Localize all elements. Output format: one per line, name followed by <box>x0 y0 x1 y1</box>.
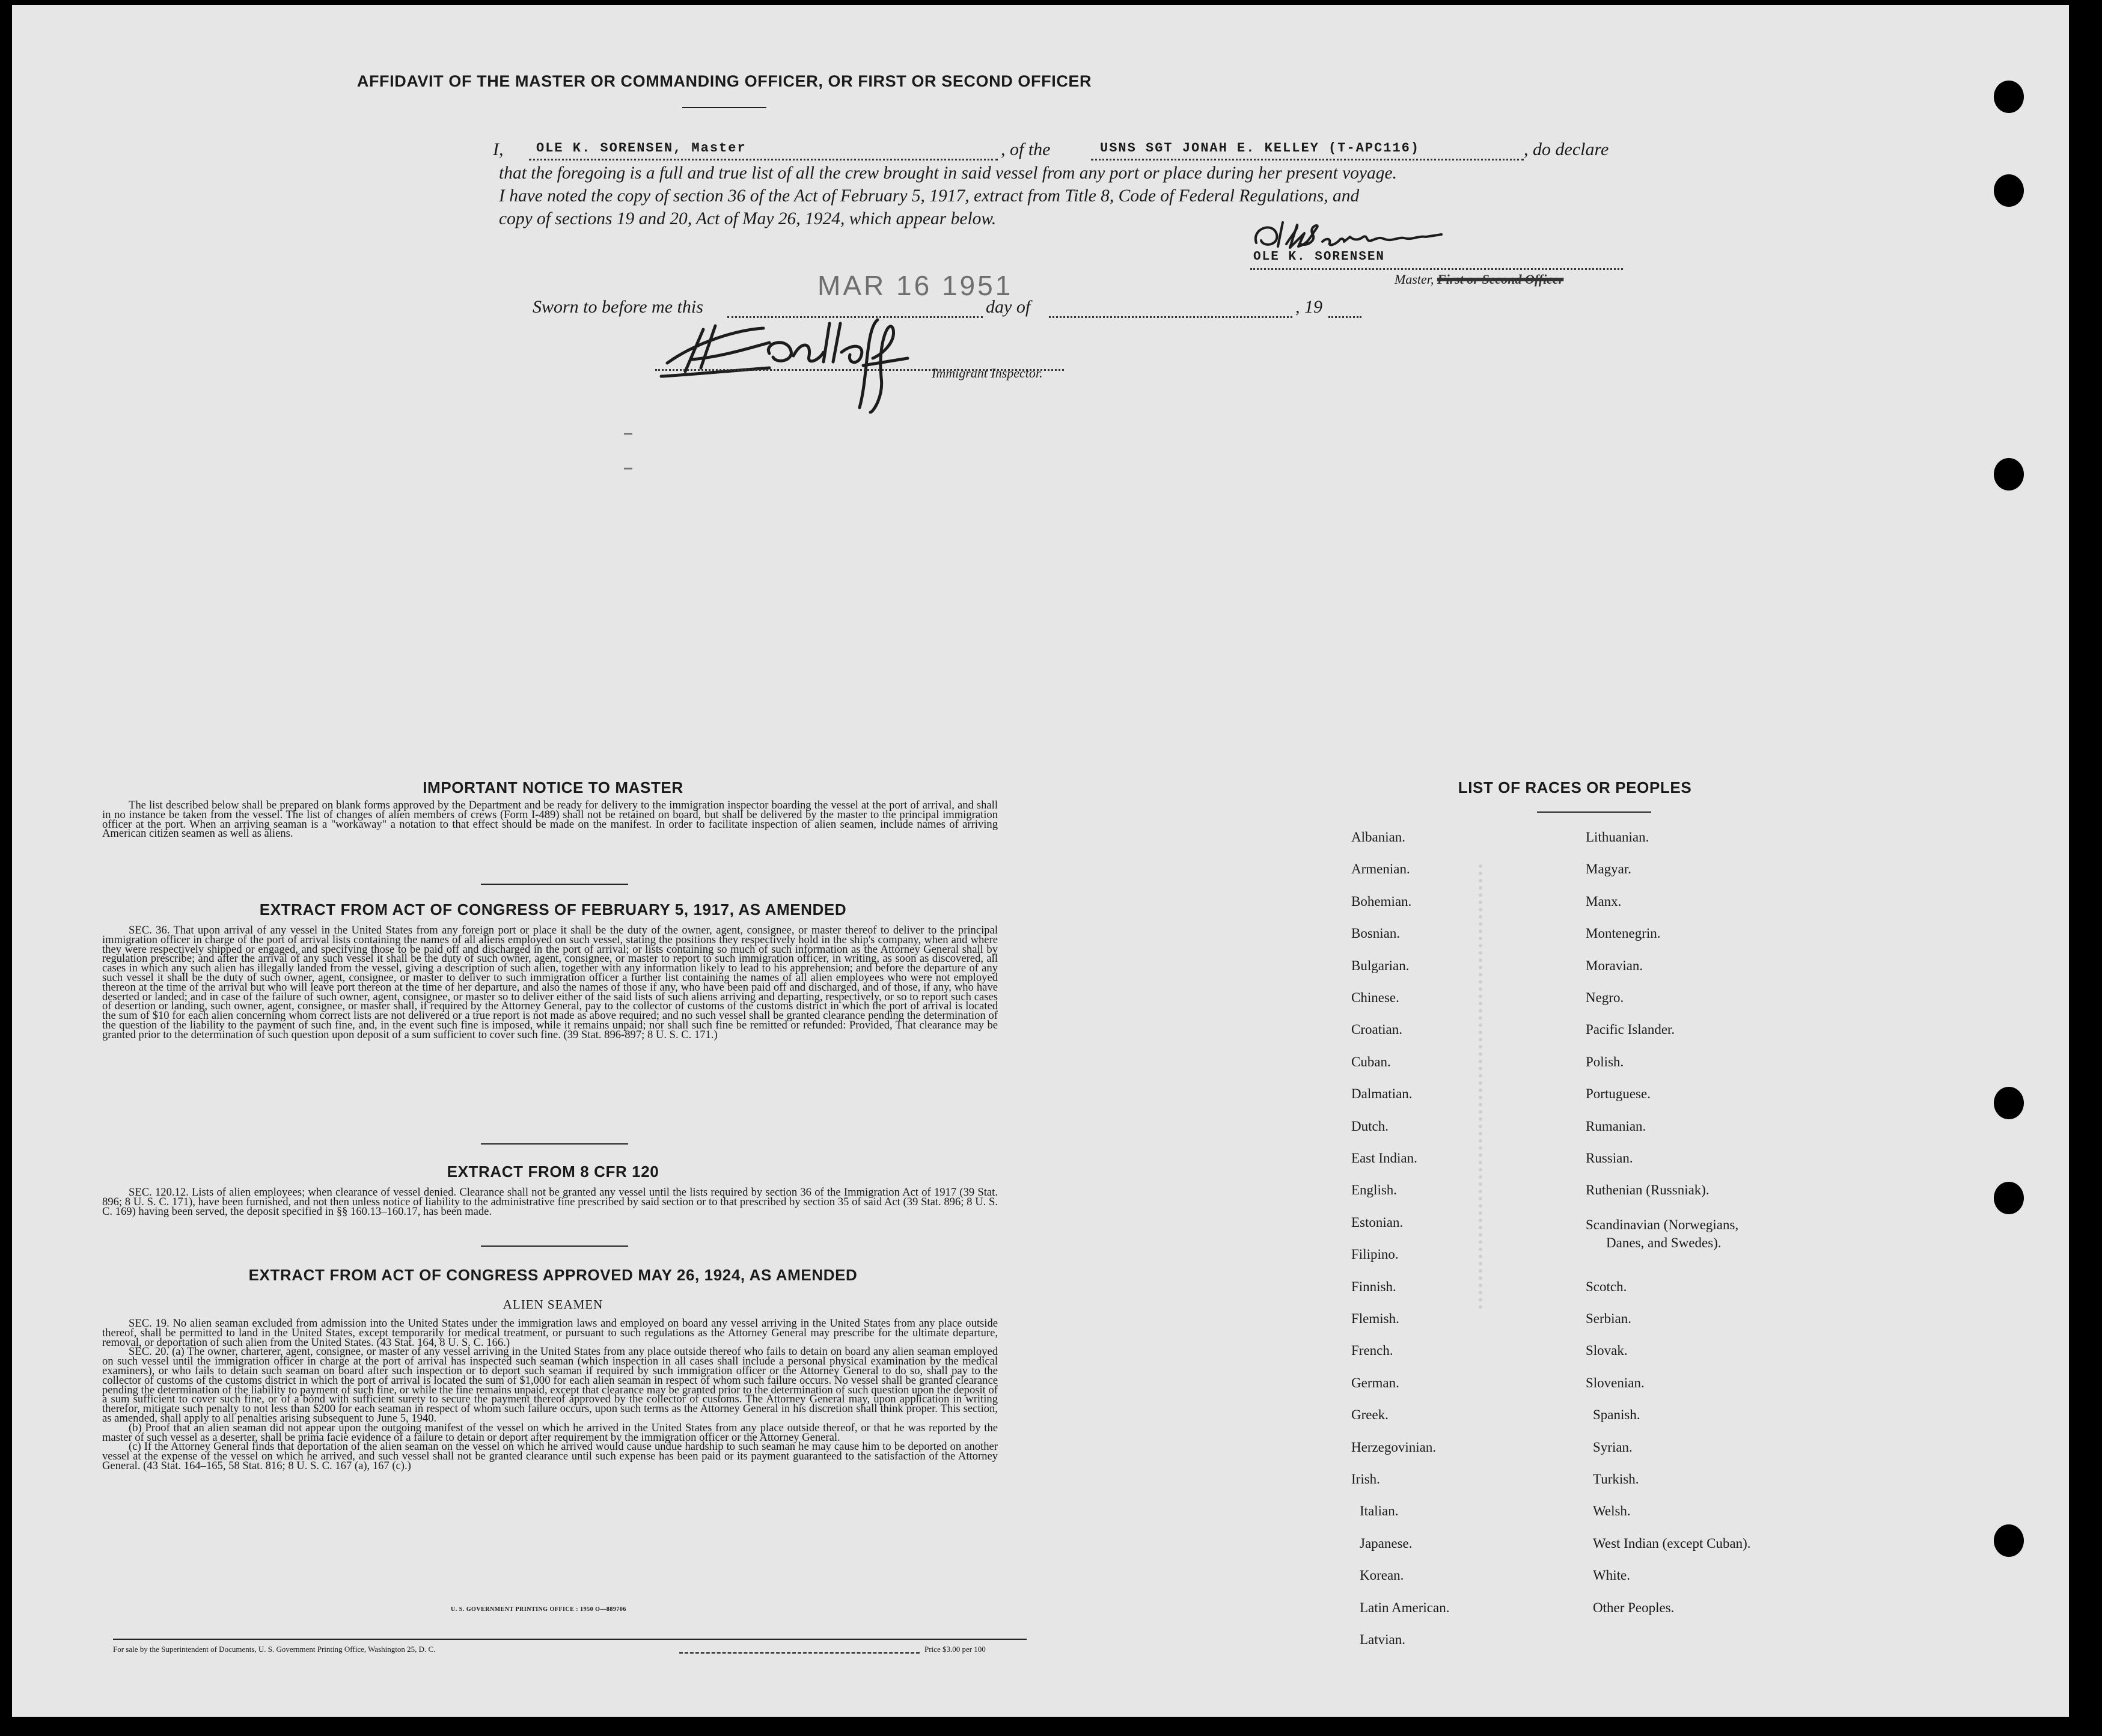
year-text: , 19 <box>1295 297 1322 317</box>
day-of-text: day of <box>986 297 1031 317</box>
race-item: Estonian. <box>1351 1214 1404 1230</box>
race-item: Ruthenian (Russniak). <box>1586 1182 1709 1198</box>
footer-rule <box>113 1639 1027 1640</box>
race-item: Scotch. <box>1586 1279 1627 1294</box>
race-item: German. <box>1351 1375 1399 1390</box>
notice-body <box>102 801 998 839</box>
race-item: Cuban. <box>1351 1054 1391 1069</box>
footer-sale-text: For sale by the Superintendent of Documents, U. S. Government Printing Office, Washington 25, D. C. <box>113 1645 436 1654</box>
race-item: Dutch. <box>1351 1118 1389 1134</box>
race-item: Dalmatian. <box>1351 1086 1413 1102</box>
extract-1917-text: SEC. 36. That upon arrival of any vessel in the United States from any foreign port or place it shall be the duty of the owner, agent, consignee, or master thereof to deliver to the principal immigration officer in charge of the port of arrival lists containing the names of all aliens employed on such vessel, stating the positions they respectively hold in the ship's company, when and where they were respectively shipped or engaged, and specifying those to be paid off and discharged in the port of arrival; or lists containing so much of such information as the Attorney General shall by regulation prescribe; and after the arrival of any such vessel it shall be the duty of such owner, agent, consignee, or master to report to such immigration officer, in writing, as soon as discovered, all cases in which any such alien has illegally landed from the vessel, giving a description of such alien, together with any information likely to lead to his apprehension; and before the departure of any such vessel it shall be the duty of such owner, agent, consignee, or master to deliver to such immigration officer a further list containing the names of all alien employees who were not employed thereon at the time of the arrival but who will leave port thereon at the time of her departure, and also the names of those if any, who have been paid off and discharged, and of those, if any, who have deserted or landed; and in case of the failure of such owner, agent, consignee, or master so to deliver either of the said lists of such aliens arriving and departing, respectively, or so to report such cases of desertion or landing, such owner, agent, consignee, or master shall, if required by the Attorney General, pay to the collector of customs of the customs district in which the port of arrival is located the sum of $10 for each alien concerning whom correct lists are not delivered or a true report is not made as above required; and no such vessel shall be granted clearance pending the determination of the question of the liability to the payment of such fine, and, in the event such fine is imposed, while it remains unpaid; nor shall such fine be remitted or refunded: Provided, That clearance may be granted prior to the determination of such question upon deposit of a sum sufficient to cover such fine. (39 Stat. 896-897; 8 U. S. C. 171.) <box>102 924 998 1041</box>
race-item: Bohemian. <box>1351 893 1412 909</box>
master-caption-text: Master, <box>1395 272 1434 287</box>
race-item: Latin American. <box>1360 1600 1450 1615</box>
divider <box>481 884 628 885</box>
faint-mark <box>624 433 632 435</box>
extract-1924-body <box>102 1319 998 1471</box>
extract-1924-title: EXTRACT FROM ACT OF CONGRESS APPROVED MAY 26, 1924, AS AMENDED <box>248 1266 858 1284</box>
race-item: Magyar. <box>1586 861 1632 877</box>
alien-seamen-heading: ALIEN SEAMEN <box>503 1297 603 1312</box>
race-item: East Indian. <box>1351 1151 1417 1166</box>
notice-title: IMPORTANT NOTICE TO MASTER <box>423 778 683 796</box>
race-item: Latvian. <box>1360 1632 1405 1647</box>
document-page <box>12 5 2069 1717</box>
race-item: Greek. <box>1351 1407 1389 1423</box>
signature-typed: OLE K. SORENSEN <box>1253 250 1386 264</box>
race-item: Rumanian. <box>1586 1118 1646 1134</box>
race-item: Polish. <box>1586 1054 1624 1069</box>
race-item: Other Peoples. <box>1593 1600 1675 1615</box>
divider <box>481 1245 628 1247</box>
punch-hole <box>1994 1524 2024 1557</box>
section-19-text: SEC. 19. No alien seaman excluded from admission into the United States under the immigration laws and employed on board any vessel arriving in the United States from any place outside thereof, shall be permitted to land in the United States, except temporarily for medical treatment, or pursuant to such regulations as the Attorney General may prescribe for the ultimate departure, removal, or deportation of such alien from the United States. (43 Stat. 164, 8 U. S. C. 166.) <box>102 1317 998 1349</box>
section-20a-text: SEC. 20. (a) The owner, charterer, agent, consignee, or master of any vessel arriving in the United States from any place outside thereof who fails to detain on board any alien seaman employed on such vessel until the immigration officer in charge at the port of arrival has inspected such seaman (which inspection in all cases shall include a personal physical examination by the medical examiners), or who fails to detain such seaman on board after such inspection or to deport such seaman if required by such immigration officer or the Attorney General to do so, shall pay to the collector of customs of the customs district in which the port of arrival is located the sum of $1,000 for each alien seaman in respect of whom such failure occurs. No vessel shall be granted clearance pending the determination of the liability to payment of such fine, or while the fine remains unpaid, except that clearance may be granted prior to the determination of such question upon the deposit of a sum sufficient to cover such fine, or of a bond with sufficient surety to secure the payment thereof approved by the collector of customs. The Attorney General may, upon application in writing therefor, mitigate such penalty to not less than $200 for each seaman in respect of whom such failure occurs, upon such terms as the Attorney General in his discretion shall think proper. This section, as amended, shall apply to all penalties arising subsequent to June 5, 1940. <box>102 1345 998 1425</box>
race-item: Irish. <box>1351 1472 1380 1487</box>
vessel-line <box>1091 159 1524 160</box>
race-item: Lithuanian. <box>1586 830 1649 845</box>
race-item: Armenian. <box>1351 861 1410 877</box>
race-item: Slovak. <box>1586 1343 1628 1359</box>
race-item: Spanish. <box>1593 1407 1640 1423</box>
affidavit-line-2: that the foregoing is a full and true list of all the crew brought in said vessel from any port or place during her present voyage. <box>499 164 1397 183</box>
divider <box>1537 811 1651 813</box>
race-item: Korean. <box>1360 1568 1404 1583</box>
master-caption-struck: First or Second Officer <box>1437 272 1564 287</box>
do-declare-text: , do declare <box>1524 139 1609 159</box>
of-the-text: , of the <box>1001 139 1051 159</box>
section-20c-text: (c) If the Attorney General finds that deportation of the alien seaman on the vessel on which he arrived would cause undue hardship to such seaman he may cause him to be deported on another vessel at the expense of the vessel on which he arrived, and such vessel shall not be granted clearance until such expense has been paid or its payment guaranteed to the satisfaction of the Attorney General. (43 Stat. 164–165, 58 Stat. 816; 8 U. S. C. 167 (a), 167 (c).) <box>102 1440 998 1472</box>
race-item: Welsh. <box>1593 1503 1631 1519</box>
divider <box>481 1143 628 1145</box>
race-item: Danes, and Swedes). <box>1606 1235 1722 1250</box>
footer-dashes <box>679 1652 920 1654</box>
race-item: Filipino. <box>1351 1247 1399 1262</box>
race-item: Croatian. <box>1351 1022 1402 1038</box>
race-item: Finnish. <box>1351 1279 1396 1294</box>
race-item: Syrian. <box>1593 1439 1633 1455</box>
date-stamp: MAR 16 1951 <box>817 270 1013 301</box>
notice-text: The list described below shall be prepared on blank forms approved by the Department and be ready for delivery to the immigration inspector boarding the vessel at the port of arrival, and shall in no instance be taken from the vessel. The list of changes of alien members of crews (Form I-489) shall not be retained on board, but shall be delivered by the master to the principal immigration officer at the port. When an arriving seaman is a "workaway" a notation to that effect should be made on the manifest. In order to facilitate inspection of alien seamen, include names of arriving American citizen seamen as well as aliens. <box>102 799 998 840</box>
race-item: West Indian (except Cuban). <box>1593 1535 1751 1551</box>
affidavit-title: AFFIDAVIT OF THE MASTER OR COMMANDING OFFICER, OR FIRST OR SECOND OFFICER <box>356 72 1092 90</box>
race-item: English. <box>1351 1182 1398 1198</box>
inspector-caption: Immigrant Inspector. <box>932 365 1043 381</box>
show-through-marks <box>1479 864 1506 1309</box>
extract-cfr-body <box>102 1188 998 1216</box>
punch-hole <box>1994 458 2024 491</box>
race-item: Bulgarian. <box>1351 958 1410 973</box>
race-item: Italian. <box>1360 1503 1399 1519</box>
affidavit-line-4: copy of sections 19 and 20, Act of May 26, 1924, which appear below. <box>499 209 997 228</box>
race-item: Flemish. <box>1351 1311 1399 1326</box>
race-item: Bosnian. <box>1351 926 1401 941</box>
master-name-line <box>529 159 998 160</box>
race-item: Serbian. <box>1586 1311 1632 1326</box>
sworn-text: Sworn to before me this <box>533 297 703 317</box>
races-title: LIST OF RACES OR PEOPLES <box>1458 778 1692 796</box>
race-item: Herzegovinian. <box>1351 1439 1437 1455</box>
vessel-typed: USNS SGT JONAH E. KELLEY (T-APC116) <box>1100 141 1420 156</box>
race-item: Montenegrin. <box>1586 926 1661 941</box>
race-item: Russian. <box>1586 1151 1633 1166</box>
race-item: Portuguese. <box>1586 1086 1651 1102</box>
signature-line <box>1250 268 1623 270</box>
race-item: Moravian. <box>1586 958 1643 973</box>
master-caption <box>1395 272 1563 287</box>
punch-hole <box>1994 1182 2024 1214</box>
punch-hole <box>1994 174 2024 207</box>
faint-mark <box>624 468 632 469</box>
race-item: Pacific Islander. <box>1586 1022 1675 1038</box>
section-20b-text: (b) Proof that an alien seaman did not appear upon the outgoing manifest of the vessel on which he arrived in the United States from any place outside thereof, or that he was reported by the master of such vessel as a deserter, shall be prima facie evidence of a failure to detain or deport after requirement by the immigration officer or the Attorney General. <box>102 1421 998 1444</box>
race-item: French. <box>1351 1343 1393 1359</box>
extract-1917-title: EXTRACT FROM ACT OF CONGRESS OF FEBRUARY 5, 1917, AS AMENDED <box>259 900 847 918</box>
affidavit-i: I, <box>493 139 504 159</box>
race-item: Chinese. <box>1351 990 1399 1005</box>
race-item: Negro. <box>1586 990 1624 1005</box>
month-line <box>1049 316 1292 318</box>
race-item: Scandinavian (Norwegians, <box>1586 1217 1739 1232</box>
race-item: Turkish. <box>1593 1472 1639 1487</box>
divider <box>682 107 766 108</box>
gpo-imprint: U. S. GOVERNMENT PRINTING OFFICE : 1950 O—889706 <box>451 1606 626 1613</box>
year-line <box>1328 316 1361 318</box>
extract-cfr-title: EXTRACT FROM 8 CFR 120 <box>447 1163 659 1181</box>
punch-hole <box>1994 1087 2024 1119</box>
master-name-typed: OLE K. SORENSEN, Master <box>536 141 747 156</box>
race-item: White. <box>1593 1568 1630 1583</box>
punch-hole <box>1994 81 2024 113</box>
race-item: Slovenian. <box>1586 1375 1645 1390</box>
affidavit-line-3: I have noted the copy of section 36 of the Act of February 5, 1917, extract from Title 8, Code of Federal Regulations, and <box>499 186 1360 206</box>
race-item: Albanian. <box>1351 830 1406 845</box>
race-item: Japanese. <box>1360 1535 1413 1551</box>
footer-price: Price $3.00 per 100 <box>924 1645 986 1654</box>
inspector-signature <box>649 305 962 414</box>
extract-cfr-text: SEC. 120.12. Lists of alien employees; when clearance of vessel denied. Clearance shall not be granted any vessel until the lists required by section 36 of the Immigration Act of 1917 (39 Stat. 896; 8 U. S. C. 171), have been furnished, and not then unless notice of liability to the administrative fine prescribed by said section or to that prescribed by section 35 of said Act (39 Stat. 896; 8 U. S. C. 169) having been served, the deposit specified in §§ 160.13–160.17, has been made. <box>102 1186 998 1218</box>
race-item: Manx. <box>1586 893 1622 909</box>
extract-1917-body <box>102 926 998 1040</box>
